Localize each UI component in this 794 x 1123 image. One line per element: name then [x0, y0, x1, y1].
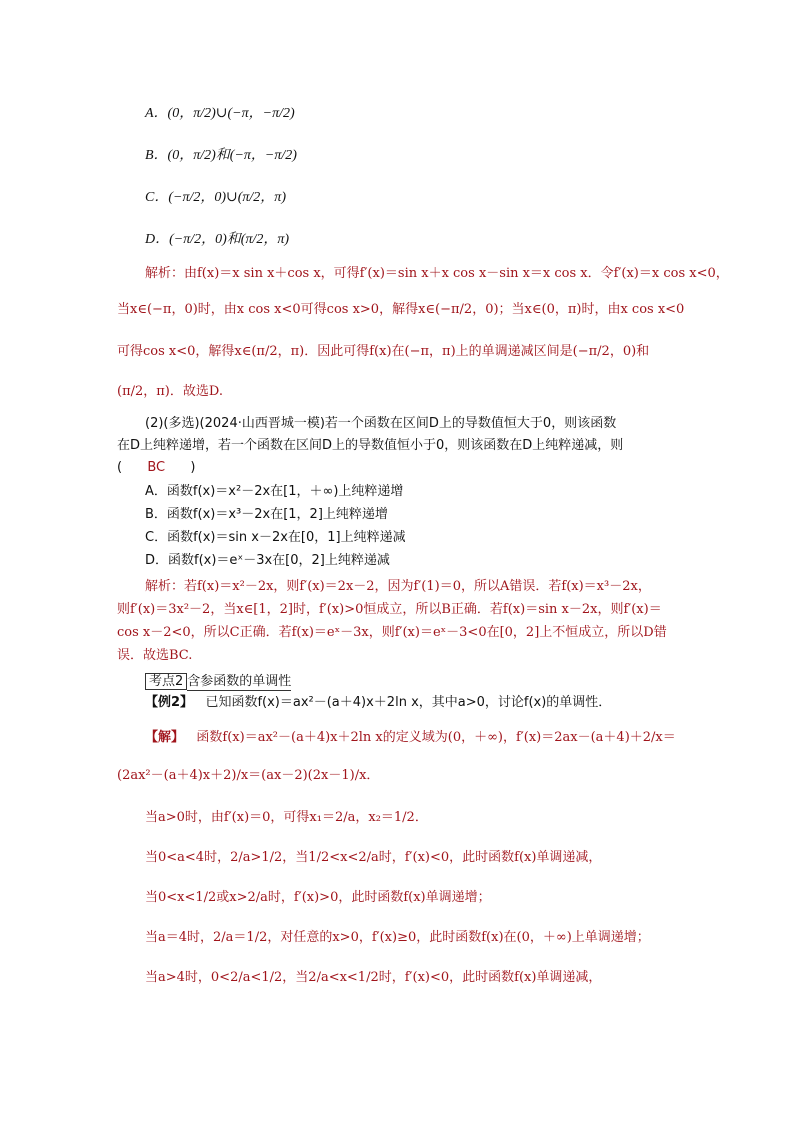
example-label: 【例2】 — [145, 695, 194, 710]
q1-analysis-line-2: 当x∈(−π，0)时，由x cos x<0可得cos x>0，解得x∈(−π/2，0)；当x∈(0，π)时，由x cos x<0 — [117, 302, 685, 317]
q2-stem-line-2: 在D上纯粹递增，若一个函数在区间D上的导数值恒小于0，则该函数在D上纯粹递减，则 — [117, 438, 624, 453]
q2-option-b: B．函数f(x)＝x³－2x在[1，2]上纯粹递增 — [145, 507, 388, 522]
solution-line-3: 当a>0时，由f′(x)＝0，可得x₁＝2/a，x₂＝1/2． — [145, 810, 428, 825]
q1-analysis-line-4: (π/2，π)．故选D. — [117, 384, 223, 399]
q2-answer-line — [117, 458, 195, 478]
q2-analysis-line-2: 则f′(x)＝3x²－2，当x∈[1，2]时，f′(x)>0恒成立，所以B正确．若f(x)＝sin x－2x，则f′(x)＝ — [117, 602, 662, 617]
example-2-stem — [145, 693, 611, 713]
key-point-label: 考点2 — [145, 673, 187, 690]
q2-option-c: C．函数f(x)＝sin x－2x在[0，1]上纯粹递减 — [145, 530, 406, 545]
solution-text-1: 函数f(x)＝ax²－(a＋4)x＋2ln x的定义域为(0，＋∞)，f′(x)＝2ax－(a＋4)＋2/x＝ — [196, 730, 676, 745]
solution-line-5: 当0<x<1/2或x>2/a时，f′(x)>0，此时函数f(x)单调递增； — [145, 890, 491, 905]
q2-analysis-line-3: cos x－2<0，所以C正确．若f(x)＝eˣ－3x，则f′(x)＝eˣ－3<0在[0，2]上不恒成立，所以D错 — [117, 625, 667, 640]
solution-line-7: 当a>4时，0<2/a<1/2，当2/a<x<1/2时，f′(x)<0，此时函数f(x)单调递减， — [145, 970, 602, 985]
example-text: 已知函数f(x)＝ax²－(a＋4)x＋2ln x，其中a>0，讨论f(x)的单调性． — [205, 695, 612, 710]
option-b: B．(0，π/2)和(−π，−π/2) — [145, 148, 297, 163]
option-a: A．(0，π/2)∪(−π，−π/2) — [145, 106, 295, 121]
q2-stem-line-1: (2)(多选)(2024·山西晋城一模)若一个函数在区间D上的导数值恒大于0，则该函数 — [145, 416, 617, 431]
q2-analysis-line-1: 解析：若f(x)＝x²－2x，则f′(x)＝2x－2，因为f′(1)＝0，所以A错误．若f(x)＝x³－2x， — [145, 579, 651, 594]
key-point-heading — [145, 670, 291, 689]
option-d: D．(−π/2，0)和(π/2，π) — [145, 232, 290, 247]
answer-close-paren: ) — [190, 460, 196, 475]
q2-option-d: D．函数f(x)＝eˣ－3x在[0，2]上纯粹递减 — [145, 553, 390, 568]
q1-analysis-line-1: 解析：由f(x)＝x sin x＋cos x，可得f′(x)＝sin x＋x cos x－sin x＝x cos x．令f′(x)＝x cos x<0， — [145, 266, 729, 281]
solution-line-2: (2ax²－(a＋4)x＋2)/x＝(ax－2)(2x－1)/x． — [117, 768, 380, 783]
option-c: C．(−π/2，0)∪(π/2，π) — [145, 190, 286, 205]
solution-line-6: 当a＝4时，2/a＝1/2，对任意的x>0，f′(x)≥0，此时函数f(x)在(0，＋∞)上单调递增； — [145, 930, 650, 945]
solution-label: 【解】 — [145, 730, 185, 745]
q1-analysis-line-3: 可得cos x<0，解得x∈(π/2，π)．因此可得f(x)在(−π，π)上的单调递减区间是(−π/2，0)和 — [117, 344, 650, 359]
solution-line-1 — [145, 728, 676, 748]
solution-line-4: 当0<a<4时，2/a>1/2，当1/2<x<2/a时，f′(x)<0，此时函数f(x)单调递减， — [145, 850, 602, 865]
q2-analysis-line-4: 误．故选BC. — [117, 648, 193, 663]
answer-value: BC — [147, 460, 166, 475]
q2-option-a: A．函数f(x)＝x²－2x在[1，＋∞)上纯粹递增 — [145, 484, 404, 499]
answer-open-paren: ( — [117, 460, 123, 475]
key-point-title: 含参函数的单调性 — [187, 674, 292, 689]
